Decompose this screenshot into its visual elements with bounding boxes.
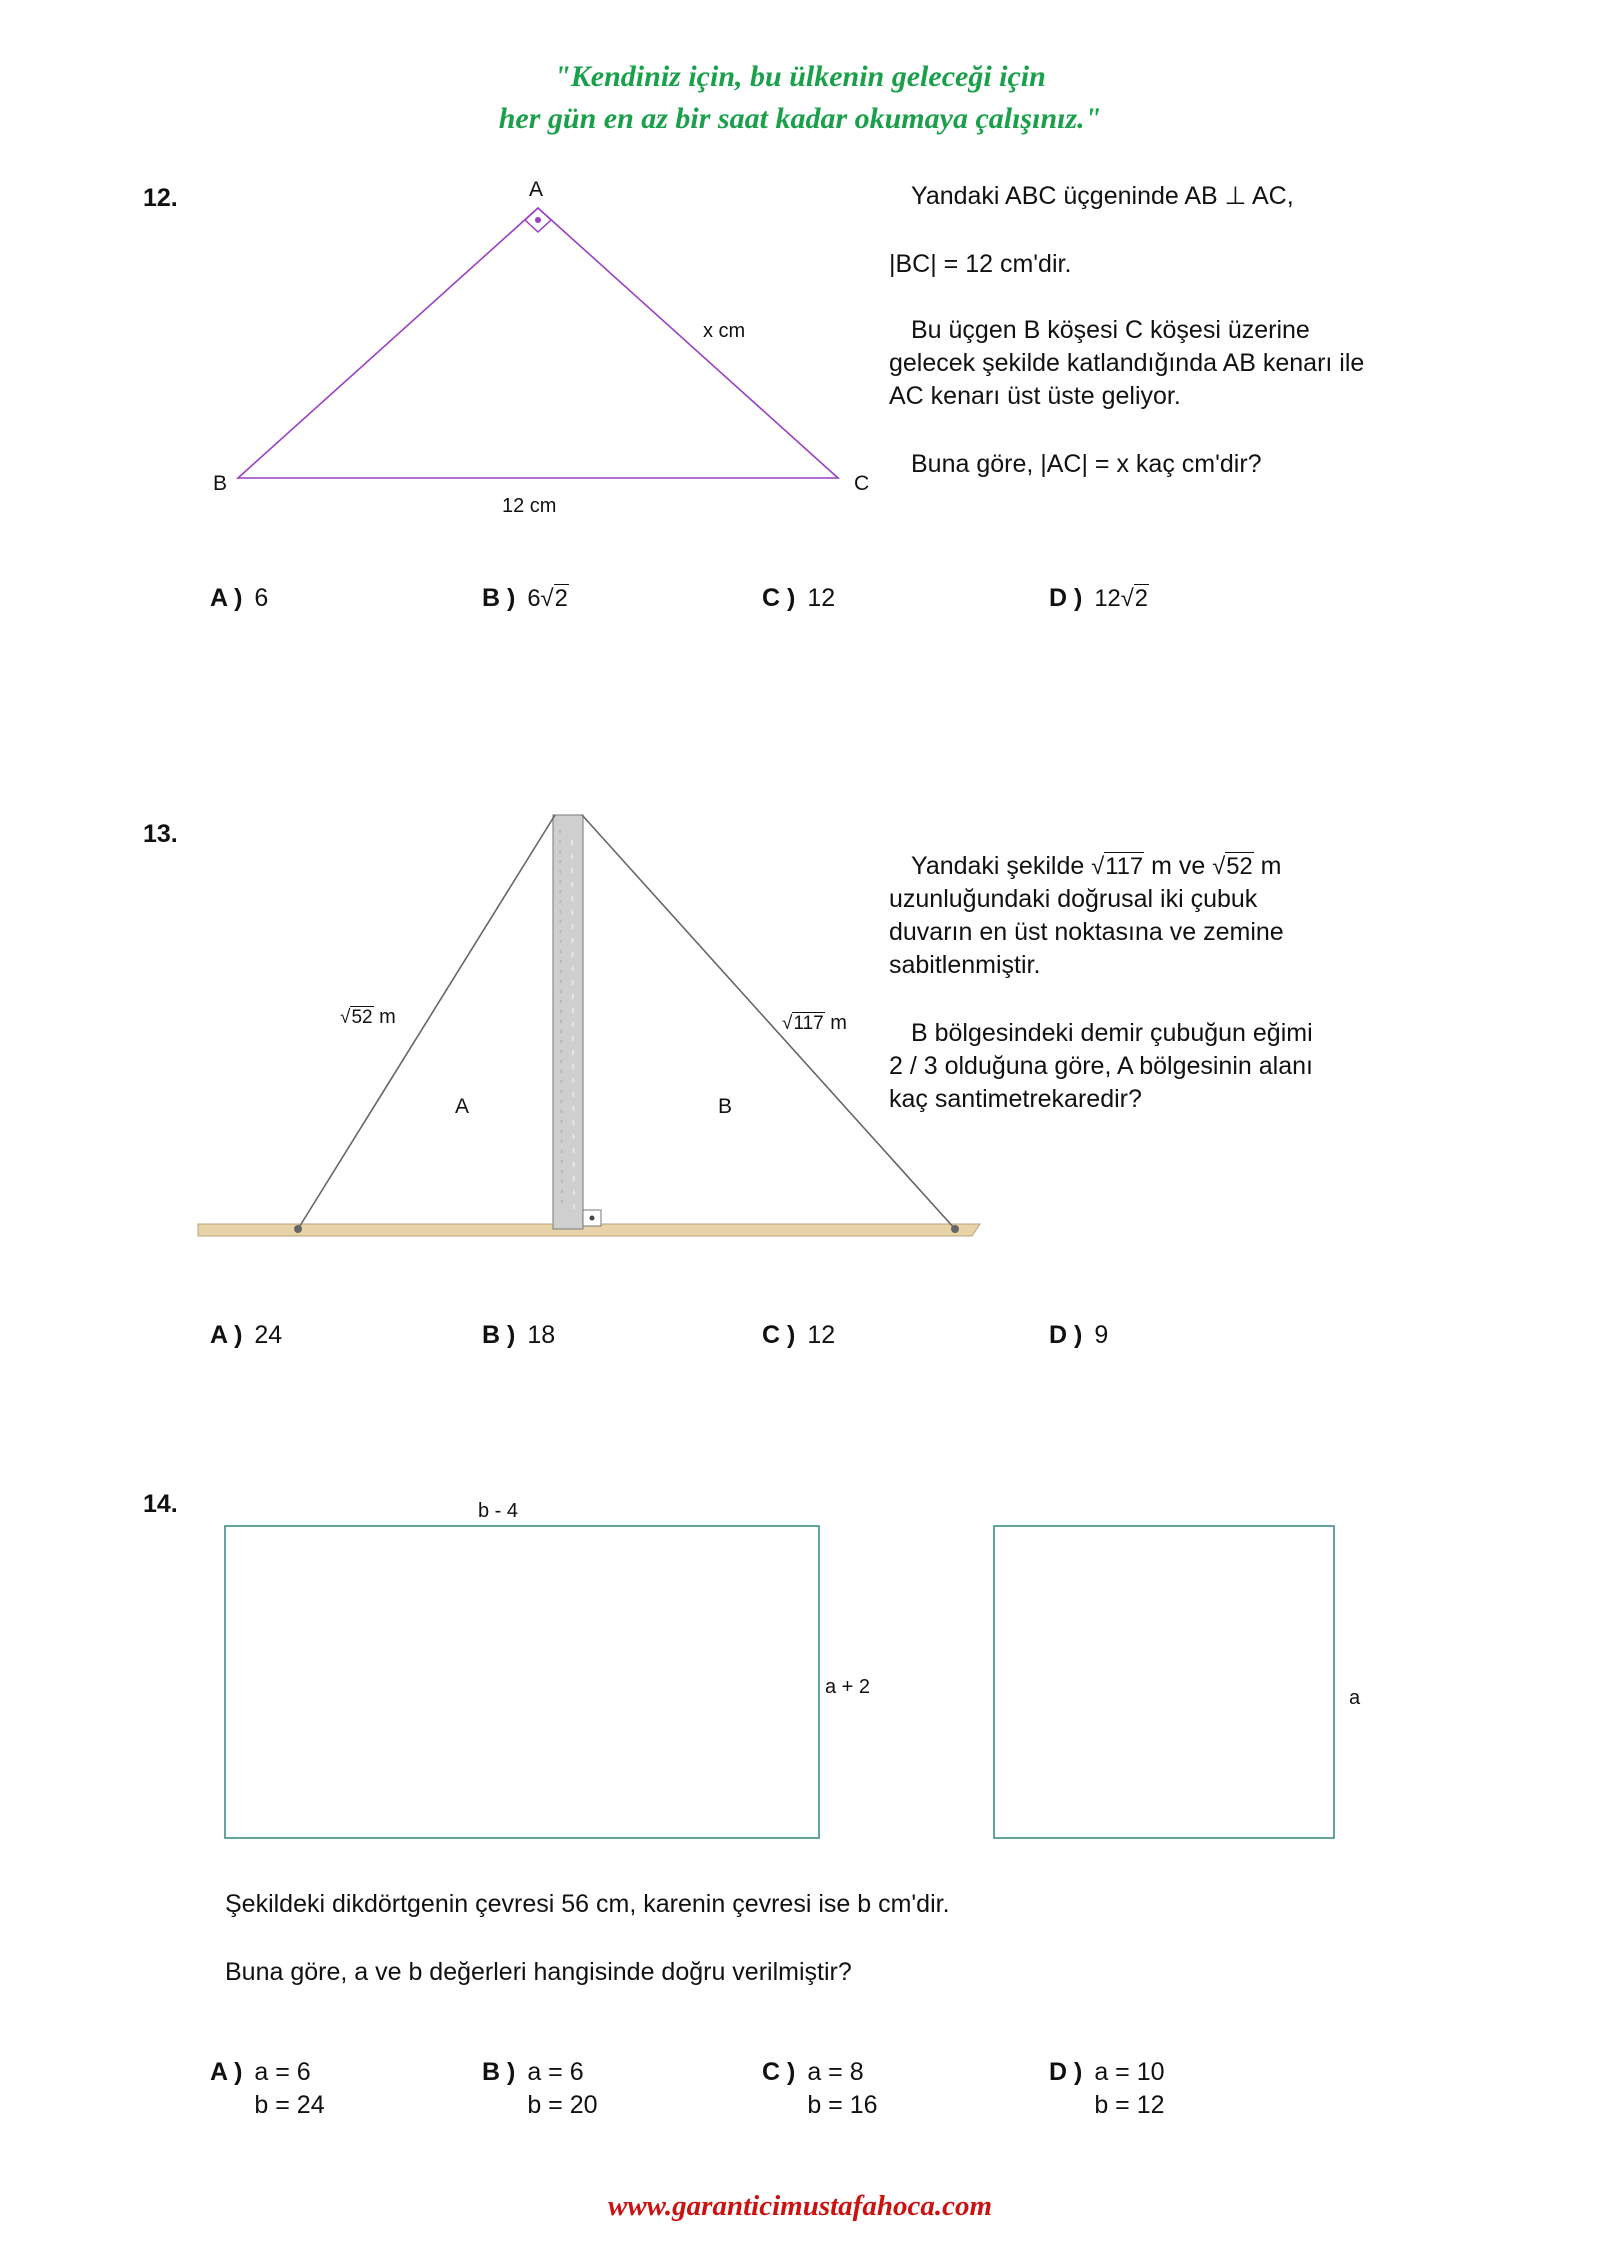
q13-text-p1-l1 — [889, 850, 1281, 883]
q12-option-d-coef: 12 — [1094, 585, 1121, 612]
q14-option-c[interactable] — [762, 2056, 878, 2122]
q13-option-d[interactable] — [1049, 1319, 1108, 1352]
q14-square — [994, 1526, 1334, 1838]
q13-figure — [198, 815, 980, 1236]
q13-right-angle-dot — [590, 1216, 595, 1221]
q12-option-b-label: B ) — [482, 584, 516, 612]
q12-text-p2: |BC| = 12 cm'dir. — [889, 250, 1072, 278]
q14-option-d-line2: b = 12 — [1094, 2091, 1165, 2119]
q14-figure — [225, 1526, 1334, 1838]
q14-number: 14. — [143, 1490, 178, 1518]
q12-side-ac-label: x cm — [703, 320, 746, 342]
q13-option-c-label: C ) — [762, 1321, 796, 1349]
sqrt-icon: √ — [1120, 585, 1134, 612]
q13-text-p2-l1: B bölgesindeki demir çubuğun eğimi — [911, 1019, 1313, 1047]
q12-vertex-b: B — [213, 472, 228, 495]
header-quote-line-1: "Kendiniz için, bu ülkenin geleceği için — [554, 60, 1046, 93]
q14-option-b-line1: a = 6 — [527, 2058, 584, 2086]
q12-vertex-a: A — [529, 178, 544, 201]
q12-text-p3-l1: Bu üçgen B köşesi C köşesi üzerine — [911, 316, 1310, 344]
q12-option-d-label: D ) — [1049, 584, 1083, 612]
footer-url[interactable]: www.garanticimustafahoca.com — [607, 2190, 993, 2222]
q13-option-b-label: B ) — [482, 1321, 516, 1349]
q14-option-a-line1: a = 6 — [254, 2058, 311, 2086]
sqrt-icon: √ — [782, 1013, 793, 1034]
q12-option-c-value: 12 — [807, 584, 836, 612]
q14-option-d-label: D ) — [1049, 2058, 1083, 2086]
q12-option-b[interactable] — [482, 582, 569, 615]
q13-wall — [553, 815, 583, 1229]
q14-option-c-label: C ) — [762, 2058, 796, 2086]
q12-option-b-radicand: 2 — [554, 585, 568, 612]
q13-text-p1-rad2: 52 — [1226, 853, 1253, 880]
q14-text-p1: Şekildeki dikdörtgenin çevresi 56 cm, karenin çevresi ise b cm'dir. — [225, 1890, 950, 1918]
q12-text-p1: Yandaki ABC üçgeninde AB ⊥ AC, — [911, 182, 1294, 210]
q14-option-a-line2: b = 24 — [254, 2091, 325, 2119]
q13-right-rod-label — [782, 1012, 847, 1035]
q14-square-side-label: a — [1349, 1687, 1361, 1709]
q13-option-c[interactable] — [762, 1319, 835, 1352]
q14-option-c-line1: a = 8 — [807, 2058, 864, 2086]
q13-text-p1-l2: uzunluğundaki doğrusal iki çubuk — [889, 885, 1258, 913]
q13-text-p1-rad1: 117 — [1105, 853, 1144, 880]
q12-number: 12. — [143, 184, 178, 212]
q14-option-b[interactable] — [482, 2056, 598, 2122]
q13-option-a[interactable] — [210, 1319, 282, 1352]
q12-text-p4: Buna göre, |AC| = x kaç cm'dir? — [911, 450, 1262, 478]
q13-right-rod-unit: m — [830, 1012, 847, 1034]
q14-rectangle — [225, 1526, 819, 1838]
sqrt-icon: √ — [1212, 853, 1226, 880]
q13-right-rod-radicand: 117 — [793, 1013, 824, 1034]
q13-option-b-value: 18 — [527, 1321, 556, 1349]
header-quote-line-2: her gün en az bir saat kadar okumaya çalışınız." — [498, 102, 1102, 135]
q13-option-a-value: 24 — [254, 1321, 283, 1349]
q12-option-a-value: 6 — [254, 584, 269, 612]
q12-option-a[interactable] — [210, 582, 268, 615]
q13-text-p1-pre: Yandaki şekilde — [911, 852, 1085, 880]
q13-region-b: B — [718, 1095, 733, 1118]
q12-option-b-coef: 6 — [527, 585, 541, 612]
sqrt-icon: √ — [1091, 853, 1105, 880]
q13-region-a: A — [455, 1095, 470, 1118]
q12-right-angle-dot — [535, 217, 541, 223]
q13-text-p2-l3: kaç santimetrekaredir? — [889, 1085, 1142, 1113]
q13-number: 13. — [143, 820, 178, 848]
q14-option-d[interactable] — [1049, 2056, 1165, 2122]
q12-option-a-label: A ) — [210, 584, 243, 612]
q14-rect-width-label: b - 4 — [478, 1500, 519, 1522]
q13-left-rod — [298, 815, 555, 1229]
q14-option-b-line2: b = 20 — [527, 2091, 598, 2119]
q13-option-d-label: D ) — [1049, 1321, 1083, 1349]
q12-side-bc-label: 12 cm — [502, 495, 557, 517]
q12-option-d-radicand: 2 — [1134, 585, 1149, 612]
q12-text-p3-l2: gelecek şekilde katlandığında AB kenarı ile — [889, 349, 1365, 377]
q13-left-rod-anchor — [294, 1225, 302, 1233]
q13-left-rod-radicand: 52 — [351, 1007, 373, 1028]
q13-option-b[interactable] — [482, 1319, 555, 1352]
q12-triangle-shape — [238, 208, 838, 478]
q13-option-a-label: A ) — [210, 1321, 243, 1349]
q12-text-p3-l3: AC kenarı üst üste geliyor. — [889, 382, 1181, 410]
q12-option-c-label: C ) — [762, 584, 796, 612]
q13-text-p1-post: m — [1260, 852, 1282, 880]
q13-left-rod-label — [340, 1006, 396, 1029]
q14-option-b-label: B ) — [482, 2058, 516, 2086]
q13-option-c-value: 12 — [807, 1321, 836, 1349]
q13-text-p1-l4: sabitlenmiştir. — [889, 951, 1041, 979]
q13-option-d-value: 9 — [1094, 1321, 1109, 1349]
q13-left-rod-unit: m — [379, 1006, 396, 1028]
q14-option-d-line1: a = 10 — [1094, 2058, 1165, 2086]
q12-vertex-c: C — [854, 472, 870, 495]
sqrt-icon: √ — [340, 1007, 351, 1028]
q12-triangle — [238, 208, 838, 478]
q14-option-a[interactable] — [210, 2056, 325, 2122]
sqrt-icon: √ — [540, 585, 554, 612]
q14-rect-height-label: a + 2 — [825, 1676, 871, 1698]
q14-option-c-line2: b = 16 — [807, 2091, 878, 2119]
q12-option-c[interactable] — [762, 582, 835, 615]
q12-option-d[interactable] — [1049, 582, 1149, 615]
q14-option-a-label: A ) — [210, 2058, 243, 2086]
q13-text-p1-l3: duvarın en üst noktasına ve zemine — [889, 918, 1284, 946]
q13-text-p1-mid: m ve — [1151, 852, 1206, 880]
q13-right-rod-anchor — [951, 1225, 959, 1233]
q14-text-p2: Buna göre, a ve b değerleri hangisinde doğru verilmiştir? — [225, 1958, 852, 1986]
q13-text-p2-l2: 2 / 3 olduğuna göre, A bölgesinin alanı — [889, 1052, 1313, 1080]
